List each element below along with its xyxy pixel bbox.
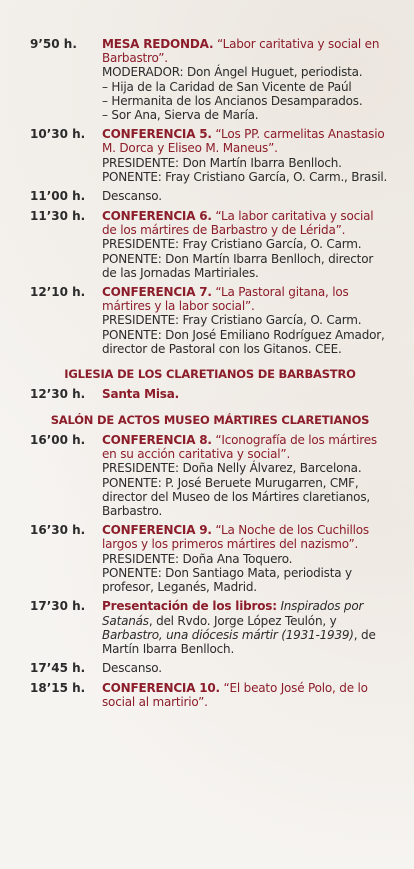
schedule-row <box>30 37 390 122</box>
schedule-row <box>30 387 390 402</box>
schedule-row <box>30 599 390 656</box>
event-detail: – Hermanita de los Ancianos Desamparados. <box>102 93 363 108</box>
event-type: CONFERENCIA 8. <box>102 433 212 448</box>
event-detail: PONENTE: Don José Emiliano Rodríguez Amador, director de Pastoral con los Gitanos. CEE. <box>102 327 385 356</box>
event-detail: – Hija de la Caridad de San Vicente de Paúl <box>102 79 352 94</box>
event-type: Presentación de los libros: <box>102 599 277 614</box>
event-body <box>102 433 390 518</box>
event-title <box>102 599 277 613</box>
book-title: Barbastro, una diócesis mártir (1931-1939) <box>102 627 354 642</box>
time-label: 17’45 h. <box>30 661 86 676</box>
time-label: 12’10 h. <box>30 285 86 300</box>
event-detail: PRESIDENTE: Doña Nelly Álvarez, Barcelona. <box>102 461 362 476</box>
event-detail: PRESIDENTE: Fray Cristiano García, O. Carm. <box>102 237 362 252</box>
event-body <box>102 523 390 594</box>
event-body: Descanso. <box>102 661 162 676</box>
time-label: 17’30 h. <box>30 599 86 614</box>
schedule-row <box>30 681 390 709</box>
event-topic: “Los PP. carmelitas Anastasio M. Dorca y Eliseo M. Maneus”. <box>102 127 385 156</box>
event-detail: PRESIDENTE: Don Martín Ibarra Benlloch. <box>102 155 342 170</box>
event-title <box>102 523 369 551</box>
event-type: MESA REDONDA. <box>102 37 214 51</box>
event-body: Descanso. <box>102 189 162 204</box>
book-authors: , del Rvdo. Jorge López Teulón, y <box>148 613 337 628</box>
time-label: 11’30 h. <box>30 209 86 224</box>
event-title <box>102 37 379 65</box>
event-type: CONFERENCIA 7. <box>102 285 212 300</box>
time-label: 16’00 h. <box>30 433 86 448</box>
event-detail: – Sor Ana, Sierva de María. <box>102 108 259 123</box>
event-body: Santa Misa. <box>102 387 179 402</box>
event-type: CONFERENCIA 10. <box>102 681 220 696</box>
schedule-row <box>30 189 390 204</box>
schedule-row <box>30 523 390 594</box>
time-label: 12’30 h. <box>30 387 86 402</box>
event-type: CONFERENCIA 5. <box>102 127 212 142</box>
event-body <box>102 599 390 656</box>
event-title <box>102 433 377 461</box>
event-topic: “El beato José Polo, de lo social al martirio”. <box>102 681 368 710</box>
event-body <box>102 127 390 184</box>
time-label: 11’00 h. <box>30 189 86 204</box>
book-title: Inspirados por Satanás <box>102 599 364 628</box>
event-body <box>102 681 390 709</box>
event-detail: PRESIDENTE: Doña Ana Toquero. <box>102 551 293 566</box>
event-detail: MODERADOR: Don Ángel Huguet, periodista. <box>102 65 363 80</box>
event-body <box>102 209 390 280</box>
schedule-content <box>30 37 390 715</box>
event-title <box>102 127 385 155</box>
time-label: 10’30 h. <box>30 127 86 142</box>
event-detail: PONENTE: Fray Cristiano García, O. Carm., Brasil. <box>102 169 388 184</box>
event-topic: “La labor caritativa y social de los mártires de Barbastro y de Lérida”. <box>102 209 374 238</box>
venue-heading: SALÓN DE ACTOS MUSEO MÁRTIRES CLARETIANOS <box>50 413 370 428</box>
event-body <box>102 37 390 122</box>
event-title <box>102 209 373 237</box>
venue-heading: IGLESIA DE LOS CLARETIANOS DE BARBASTRO <box>64 367 356 382</box>
event-title <box>102 681 368 709</box>
time-label: 9’50 h. <box>30 37 77 51</box>
schedule-row <box>30 127 390 184</box>
book-authors: , de Martín Ibarra Benlloch. <box>102 627 376 656</box>
schedule-row <box>30 209 390 280</box>
event-topic: “La Noche de los Cuchillos largos y los primeros mártires del nazismo”. <box>102 523 369 552</box>
event-body <box>102 285 390 356</box>
schedule-row <box>30 661 390 676</box>
event-detail: PONENTE: Don Santiago Mata, periodista y profesor, Leganés, Madrid. <box>102 565 352 595</box>
event-topic: “La Pastoral gitana, los mártires y la labor social”. <box>102 285 349 314</box>
event-detail: PONENTE: P. José Beruete Murugarren, CMF, director del Museo de los Mártires claretianos, Barbastro. <box>102 475 370 519</box>
event-detail: PRESIDENTE: Fray Cristiano García, O. Carm. <box>102 313 362 328</box>
event-type: CONFERENCIA 6. <box>102 209 212 224</box>
event-title <box>102 285 349 313</box>
schedule-row <box>30 433 390 518</box>
event-detail: PONENTE: Don Martín Ibarra Benlloch, director de las Jornadas Martiriales. <box>102 251 374 280</box>
time-label: 16’30 h. <box>30 523 86 538</box>
event-type: CONFERENCIA 9. <box>102 523 212 538</box>
event-topic: “Iconografía de los mártires en su acción caritativa y social”. <box>102 433 377 462</box>
event-topic: “Labor caritativa y social en Barbastro”. <box>102 37 380 66</box>
schedule-row <box>30 285 390 356</box>
time-label: 18’15 h. <box>30 681 86 696</box>
